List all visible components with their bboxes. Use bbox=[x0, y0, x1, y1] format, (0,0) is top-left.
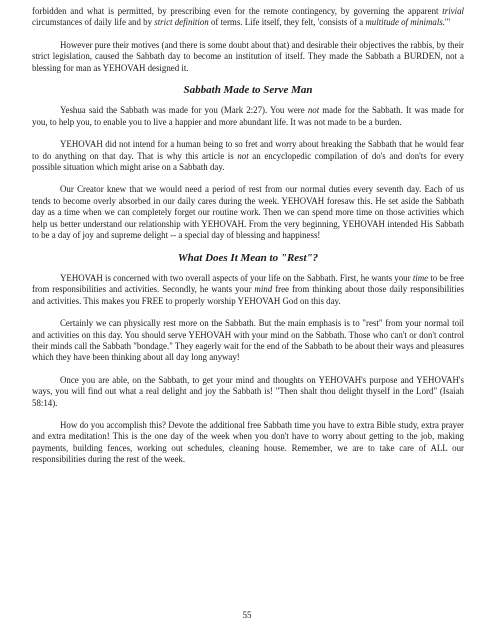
emphasis-strict-definition: strict definition bbox=[154, 17, 209, 28]
paragraph-physical-rest: Certainly we can physically rest more on the Sabbath. But the main emphasis is to "rest" from your normal toil and activities on this day. You should serve YEHOVAH with your mind on the Sabbath. Those who can't or don't control their minds call the Sabbath "bondage." They eagerly wait for the end of the Sabbath to be about their ways and pleasures which they have been thinking about all day long anyway! bbox=[32, 318, 464, 363]
body-text bbox=[32, 6, 464, 477]
emphasis-not: not bbox=[307, 105, 320, 116]
paragraph-rabbinic-rules bbox=[32, 6, 464, 29]
text-run: made for the Sabbath. It was made for you, to help you, to enable you to live a happier and more abundant life. It was not made to be a burden. bbox=[32, 105, 464, 127]
text-run: YEHOVAH is concerned with two overall aspects of your life on the Sabbath. First, he wants your bbox=[60, 272, 413, 283]
text-run: '" bbox=[445, 17, 451, 28]
paragraph-accomplish: How do you accomplish this? Devote the additional free Sabbath time you have to extra Bible study, extra prayer and extra meditation! This is the one day of the week when you don't have to worry about getting to the job, making payments, building fences, working out schedules, cleaning house. Remember, we are to take care of ALL our responsibilities during the rest of the week. bbox=[32, 419, 464, 465]
emphasis-multitude: multitude of minimals. bbox=[365, 17, 446, 28]
text-run: of terms. Life itself, they felt, 'consists of a bbox=[208, 17, 366, 28]
emphasis-mind: mind bbox=[254, 284, 273, 295]
paragraph-burden: However pure their motives (and there is some doubt about that) and desirable their objectives the rabbis, by their strict legislation, caused the Sabbath day to become an institution of itself. They made the Sabbath a BURDEN, not a blessing for man as YEHOVAH designed it. bbox=[32, 39, 464, 73]
paragraph-delight: Once you are able, on the Sabbath, to get your mind and thoughts on YEHOVAH's purpose and YEHOVAH's ways, you will find out what a real delight and joy the Sabbath is! "Then shalt thou delight thyself in the Lord" (Isaiah 58:14). bbox=[32, 374, 464, 408]
emphasis-trivial: trivial bbox=[442, 6, 464, 16]
paragraph-period-of-rest: Our Creator knew that we would need a period of rest from our normal duties every seventh day. Each of us tends to become overly absorbed in our daily cares during the week. YEHOVAH foresaw this. He set aside the Sabbath day as a time when we can completely forget our routine work. Then we can spend more time on those activities which help us better understand our relationship with YEHOVAH. From the very beginning, YEHOVAH intended His Sabbath to be a day of joy and supreme delight -- a special day of blessing and happiness! bbox=[32, 184, 464, 241]
text-run: an encyclopedic compilation of do's and don'ts for every possible situation which might arise on a Sabbath day. bbox=[32, 150, 464, 173]
text-run: YEHOVAH did not intend for a human being to so fret and worry about breaking the Sabbath that he would fear to do anything on that day. That is why this article is bbox=[32, 139, 464, 161]
page-number: 55 bbox=[242, 610, 252, 620]
text-run: forbidden and what is permitted, by prescribing even for the remote contingency, by governing the apparent bbox=[32, 6, 443, 16]
heading-sabbath-made-to-serve-man: Sabbath Made to Serve Man bbox=[183, 84, 313, 97]
emphasis-not: not bbox=[237, 150, 249, 161]
text-run: Yeshua said the Sabbath was made for you (Mark 2:27). You were bbox=[60, 105, 308, 116]
paragraph-made-for-you bbox=[32, 105, 464, 128]
text-run: free from thinking about those daily responsibilities and activities. This makes you FREE to properly worship YEHOVAH God on this day. bbox=[32, 284, 464, 306]
paragraph-not-fret bbox=[32, 139, 464, 173]
emphasis-time: time bbox=[412, 272, 429, 283]
text-run: to be free from responsibilities and activities. Secondly, he wants your bbox=[32, 272, 464, 295]
heading-what-does-it-mean-to-rest: What Does It Mean to "Rest"? bbox=[177, 251, 319, 264]
paragraph-two-aspects bbox=[32, 273, 464, 307]
text-run: circumstances of daily life and by bbox=[32, 17, 155, 28]
